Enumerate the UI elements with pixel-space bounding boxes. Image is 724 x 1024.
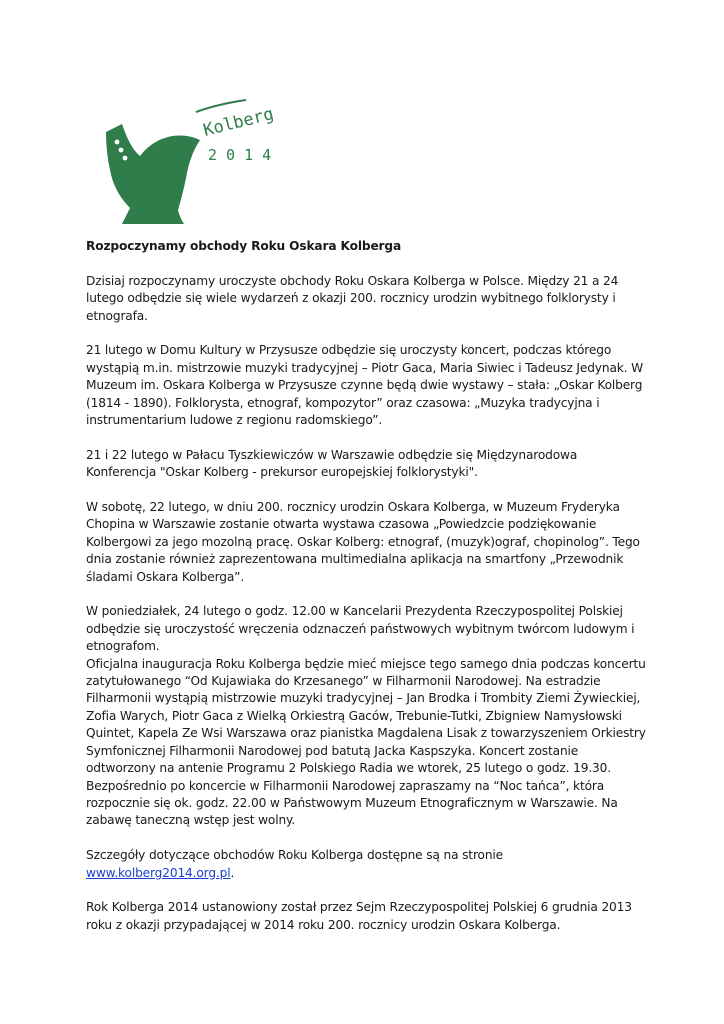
paragraph-intro: Dzisiaj rozpoczynamy uroczyste obchody Roku Oskara Kolberga w Polsce. Między 21 a 24 lutego odbędzie się wiele wydarzeń z okazji 200. rocznicy urodzin wybitnego folklorysty i etnografa. [86, 273, 619, 323]
paragraph-przysucha: 21 lutego w Domu Kultury w Przysusze odbędzie się uroczysty koncert, podczas którego wystąpią m.in. mistrzowie muzyki tradycyjnej – Piotr Gaca, Maria Siwiec i Tadeusz Jedynak. W Muzeum im. Oskara Kolberga w Przysusze czynne będą dwie wystawy – stała: „Oskar Kolberg (1814 - 1890). Folklorysta, etnograf, kompozytor” oraz czasowa: „Muzyka tradycyjna i instrumentarium ludowe z regionu radomskiego”. [86, 343, 644, 428]
paragraph-sejm: Rok Kolberga 2014 ustanowiony został przez Sejm Rzeczypospolitej Polskiej 6 grudnia 2013 roku z okazji przypadającej w 2014 roku 200. rocznicy urodzin Oskara Kolberga. [86, 900, 632, 932]
paragraph-monday: W poniedziałek, 24 lutego o godz. 12.00 w Kancelarii Prezydenta Rzeczypospolitej Polskiej odbędzie się uroczystość wręczenia odznaczeń państwowych wybitnym twórcom ludowym i etnografom. [86, 604, 635, 654]
logo-year: 2 0 1 4 [208, 146, 272, 164]
details-text: Szczegóły dotyczące obchodów Roku Kolberga dostępne są na stronie [86, 848, 503, 863]
paragraph-conference: 21 i 22 lutego w Pałacu Tyszkiewiczów w Warszawie odbędzie się Międzynarodowa Konferencja "Oskar Kolberg - prekursor europejskiej folklorystyki". [86, 447, 578, 480]
paragraph-dance-night: Bezpośrednio po koncercie w Filharmonii Narodowej zapraszamy na “Noc tańca”, która rozpocznie się ok. godz. 22.00 w Państwowym Muzeum Etnograficznym w Warszawie. Na zabawę taneczną wstęp jest wolny. [86, 778, 618, 828]
rooster-logo-icon [100, 98, 290, 228]
paragraph-saturday: W sobotę, 22 lutego, w dniu 200. rocznicy urodzin Oskara Kolberga, w Muzeum Fryderyka Chopina w Warszawie zostanie otwarta wystawa czasowa „Powiedzcie podziękowanie Kolbergowi za jego mozolną pracę. Oskar Kolberg: etnograf, (muzyk)ograf, chopinolog”. Tego dnia zostanie również zaprezentowana multimedialna aplikacja na smartfony „Przewodnik śladami Oskara Kolberga”. [86, 500, 640, 584]
paragraph-details [86, 847, 646, 882]
details-period: . [230, 865, 235, 880]
kolberg-2014-logo [100, 98, 290, 228]
logo-word: Kolberg [201, 104, 276, 141]
paragraph-inauguration: Oficjalna inauguracja Roku Kolberga będzie mieć miejsce tego samego dnia podczas koncertu zatytułowanego “Od Kujawiaka do Krzesanego” w Filharmonii Narodowej. Na estradzie Filharmonii wystąpią mistrzowie muzyki tradycyjnej – Jan Brodka i Trombity Ziemi Żywieckiej, Zofia Warych, Piotr Gaca z Wielką Orkiestrą Gaców, Trebunie-Tutki, Zbigniew Namysłowski Quintet, Kapela Ze Wsi Warszawa oraz pianistka Magdalena Lisak z towarzyszeniem Orkiestry Symfonicznej Filharmonii Narodowej pod batutą Jacka Kaspszyka. Koncert zostanie odtworzony na antenie Programu 2 Polskiego Radia we wtorek, 25 lutego o godz. 19.30. [86, 656, 646, 776]
website-link[interactable]: www.kolberg2014.org.pl [86, 865, 231, 880]
rooster-shape [106, 124, 200, 224]
document-body [86, 238, 646, 952]
document-title: Rozpoczynamy obchody Roku Oskara Kolberga [86, 239, 402, 253]
